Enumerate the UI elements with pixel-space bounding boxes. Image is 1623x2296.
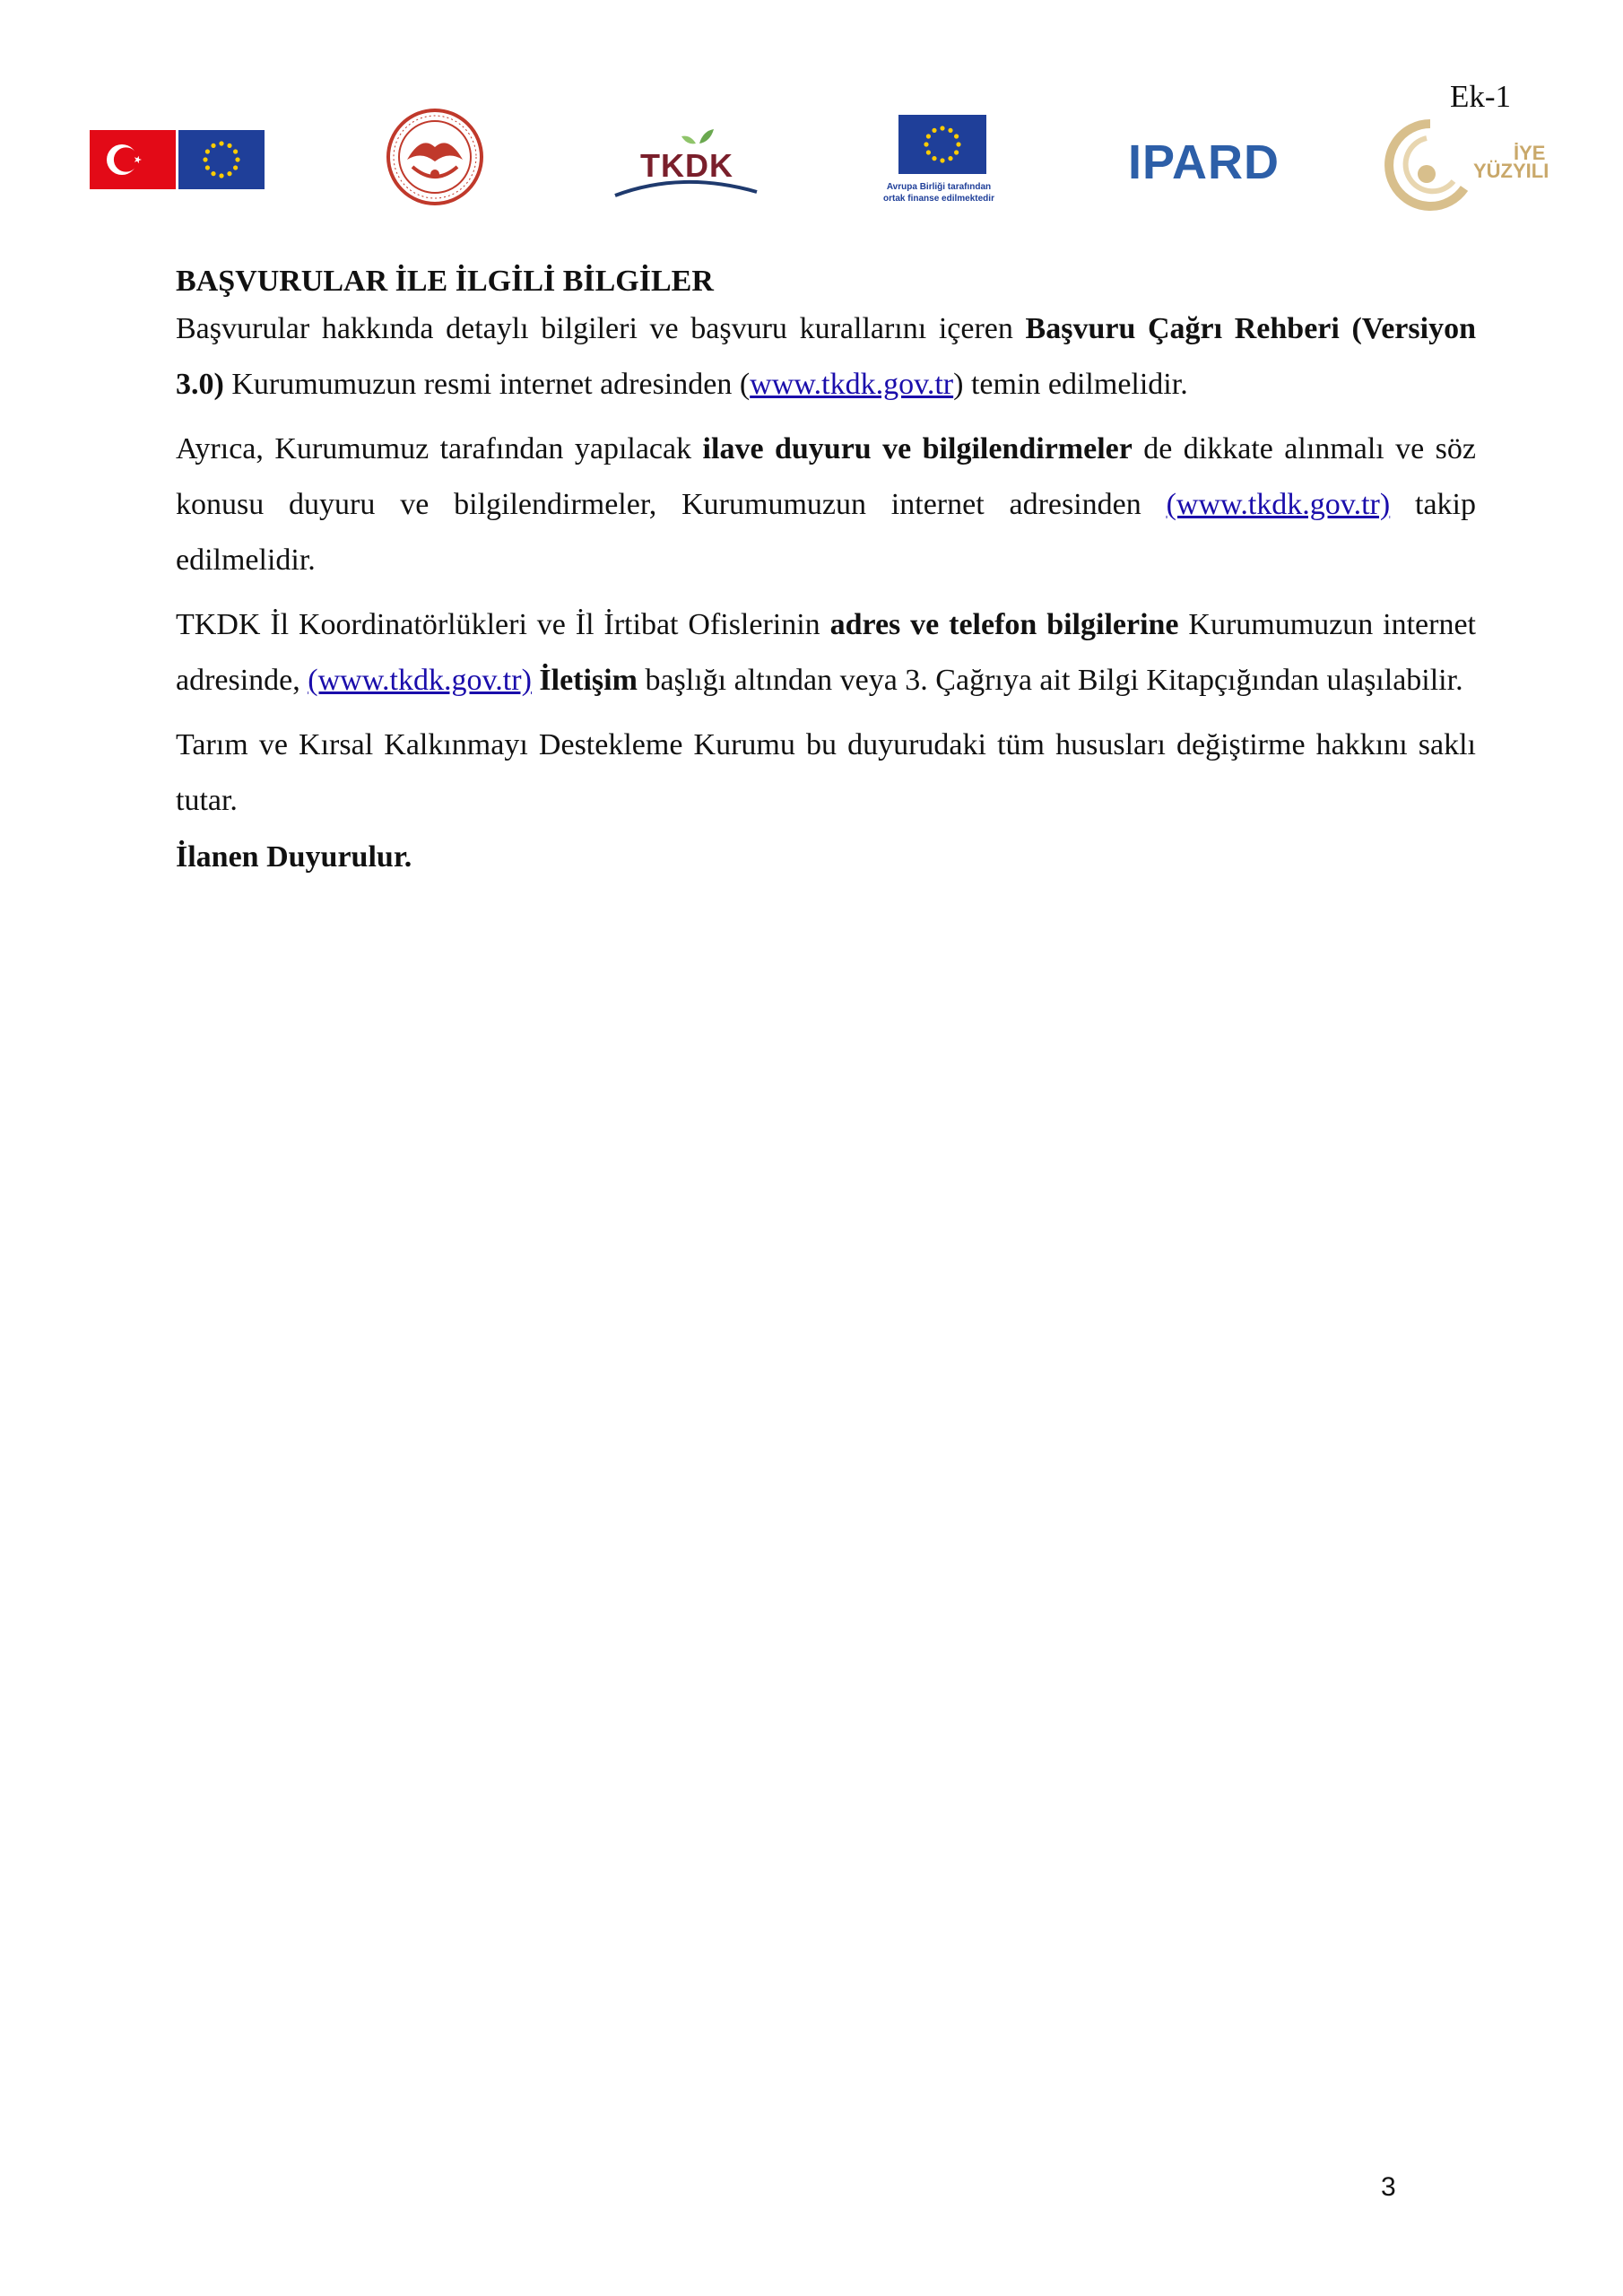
paragraph-application-guide	[176, 301, 1476, 413]
tkdk-website-link[interactable]: www.tkdk.gov.tr	[750, 368, 954, 401]
tkdk-logo	[610, 124, 762, 204]
paragraph-announcements	[176, 422, 1476, 588]
eu-caption-line-2: ortak finanse edilmektedir	[883, 194, 994, 204]
closing-statement: İlanen Duyurulur.	[176, 840, 412, 874]
text-run: takip edilmelidir.	[176, 488, 1476, 577]
bold-contact-details: adres ve telefon bilgilerine	[829, 608, 1179, 641]
section-heading: BAŞVURULAR İLE İLGİLİ BİLGİLER	[176, 265, 714, 298]
ipard-logo: IPARD	[1128, 135, 1280, 189]
tkdk-logo-text: TKDK	[640, 147, 733, 184]
turkey-flag-icon	[90, 130, 176, 189]
eu-flag-icon	[178, 130, 265, 189]
centennial-text-line-1: İYE	[1514, 142, 1546, 164]
tkdk-website-link[interactable]: (www.tkdk.gov.tr)	[308, 664, 532, 697]
centennial-text-line-2: YÜZYILI	[1473, 160, 1549, 182]
guide-title: Başvuru Çağrı Rehberi (Versiyon 3.0)	[176, 312, 1476, 401]
annex-label: Ek-1	[1449, 79, 1511, 114]
eu-cofinanced-logo	[872, 115, 1006, 213]
text-run: Kurumumuzun resmi internet adresinden (	[223, 368, 751, 401]
text-run: ) temin edilmelidir.	[953, 368, 1188, 401]
text-run: Kurumumuzun internet adresinde,	[176, 608, 1477, 697]
text-run: Başvurular hakkında detaylı bilgileri ve başvuru kurallarını içeren	[176, 312, 1026, 345]
tkdk-website-link[interactable]: (www.tkdk.gov.tr)	[1166, 488, 1391, 521]
eu-cofinanced-caption	[872, 181, 1006, 204]
paragraph-rights-reserved: Tarım ve Kırsal Kalkınmayı Destekleme Kurumu bu duyurudaki tüm hususları değiştirme hakkını saklı tutar.	[176, 728, 1476, 817]
paragraph-contact-info	[176, 597, 1476, 709]
logo-strip	[90, 108, 1560, 215]
eu-flag-icon	[898, 115, 986, 174]
centennial-logo	[1376, 115, 1556, 213]
page-number: 3	[1381, 2172, 1396, 2202]
document-body	[176, 262, 1476, 877]
text-run: Ayrıca, Kurumumuz tarafından yapılacak	[176, 432, 703, 465]
text-run: de dikkate alınmalı ve söz konusu duyuru ve bilgilendirmeler, Kurumumuzun internet adresinden	[176, 432, 1477, 521]
text-run: TKDK İl Koordinatörlükleri ve İl İrtibat Ofislerinin	[176, 608, 830, 641]
text-run: başlığı altından veya 3. Çağrıya ait Bilgi Kitapçığından ulaşılabilir.	[637, 664, 1463, 697]
bold-announcements: ilave duyuru ve bilgilendirmeler	[702, 432, 1133, 465]
eu-caption-line-1: Avrupa Birliği tarafından	[886, 182, 992, 192]
ministry-seal-icon	[386, 108, 484, 206]
bold-contact-heading: İletişim	[539, 664, 638, 697]
